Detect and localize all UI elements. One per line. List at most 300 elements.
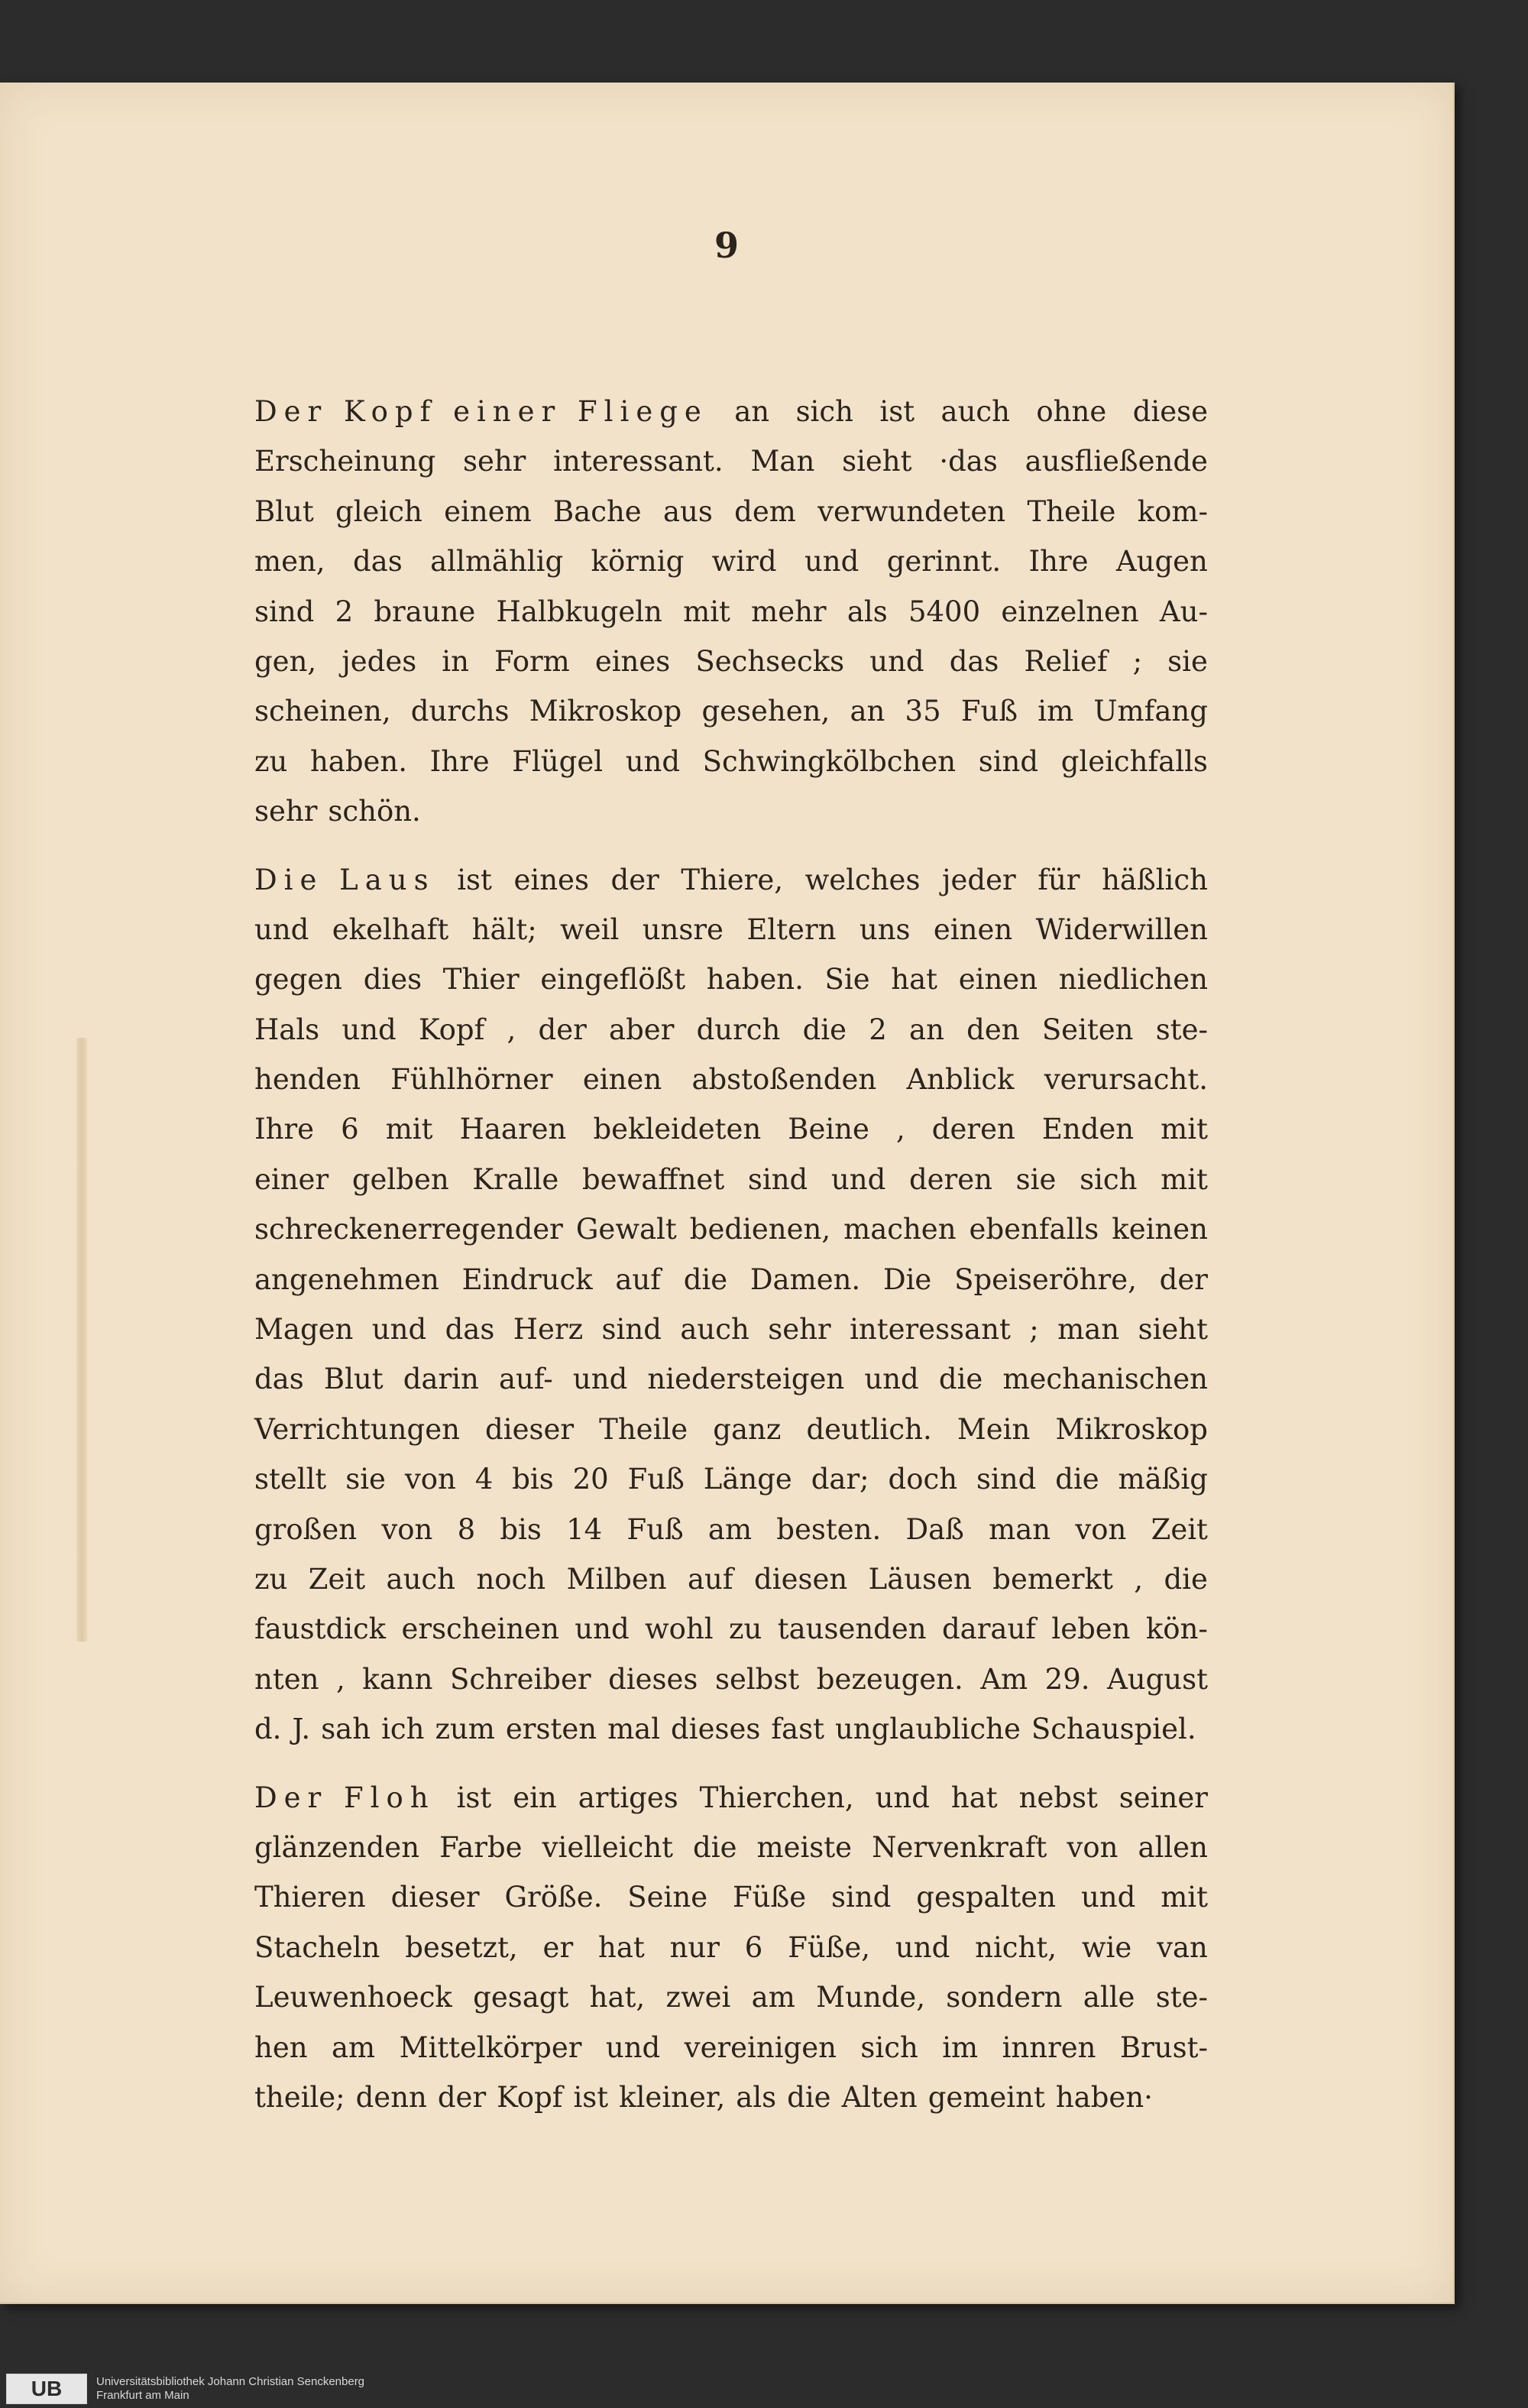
text-line <box>254 536 1208 586</box>
word: sind <box>747 1162 808 1196</box>
word: 6 <box>341 1113 359 1146</box>
word: diese <box>1132 395 1208 428</box>
word: wie <box>1081 1930 1132 1964</box>
text-line <box>254 1654 1208 1704</box>
word: mit <box>683 595 730 628</box>
word: Schwingkölbchen <box>702 744 957 778</box>
text-line <box>254 905 1208 954</box>
word: Enden <box>1041 1113 1135 1146</box>
word: Verrichtungen <box>254 1412 460 1446</box>
word: kleiner, <box>619 2080 726 2114</box>
word: denn <box>355 2080 427 2114</box>
word: ersten <box>505 1713 597 1746</box>
word: Ihre <box>429 744 490 778</box>
word: Magen <box>254 1313 354 1347</box>
word: machen <box>843 1213 957 1246</box>
word: sehr <box>768 1313 831 1347</box>
word: Anblick <box>906 1063 1015 1097</box>
word: einen <box>582 1063 662 1097</box>
word: als <box>736 2080 777 2114</box>
word: er <box>542 1930 574 1964</box>
word: hen <box>254 2030 308 2064</box>
word: Augen <box>1115 545 1208 579</box>
word: Sie <box>824 963 870 997</box>
text-line <box>254 1204 1208 1254</box>
text-line <box>254 2023 1208 2073</box>
text-line <box>254 1405 1208 1454</box>
word: deutlich. <box>806 1412 932 1446</box>
word: für <box>1038 863 1080 896</box>
word: von <box>381 1512 433 1546</box>
word: ist <box>573 2080 609 2114</box>
word: dies <box>363 963 422 997</box>
word: ich <box>381 1713 425 1746</box>
text-line <box>254 587 1208 637</box>
word: Der Kopf einer Fliege <box>254 395 708 428</box>
word: mit <box>1161 1113 1208 1146</box>
word: der <box>1159 1262 1208 1296</box>
word: nicht, <box>975 1930 1057 1964</box>
word: zum <box>435 1713 495 1746</box>
word: sind <box>601 1313 662 1347</box>
word: Bache <box>552 494 642 528</box>
word: dem <box>734 494 796 528</box>
word: sie <box>1015 1162 1057 1196</box>
word: der <box>610 863 659 896</box>
paragraph <box>254 855 1208 1755</box>
word: sind <box>978 744 1039 778</box>
word: Der Floh <box>254 1781 435 1814</box>
word: Theile <box>1027 494 1116 528</box>
word: Speiseröhre, <box>954 1262 1137 1296</box>
word: braune <box>374 595 476 628</box>
word: gesehen, <box>701 695 830 728</box>
word: Schreiber <box>449 1662 591 1696</box>
word: bekleideten <box>593 1113 762 1146</box>
word: gleich <box>335 494 422 528</box>
word: das <box>949 644 999 678</box>
word: ist <box>456 1781 492 1814</box>
word: henden <box>254 1063 361 1097</box>
word: gemeint <box>927 2080 1045 2114</box>
word: Füße <box>733 1881 807 1914</box>
word: und <box>875 1781 930 1814</box>
word: interessant. <box>553 445 724 478</box>
word: interessant <box>850 1313 1011 1347</box>
word: Mein <box>957 1412 1031 1446</box>
word: zu <box>254 1562 288 1596</box>
word: 14 <box>566 1512 603 1546</box>
text-line <box>254 1304 1208 1354</box>
word: 35 <box>905 695 941 728</box>
word: Eindruck <box>461 1262 593 1296</box>
word: im <box>1038 695 1074 728</box>
word: sie <box>345 1463 386 1496</box>
word: auch <box>680 1313 749 1347</box>
word: und <box>864 1363 919 1396</box>
word: schön. <box>328 795 421 828</box>
word: nebst <box>1018 1781 1098 1814</box>
word: und <box>575 1612 630 1646</box>
footer-text <box>96 2375 364 2403</box>
word: und <box>625 744 681 778</box>
word: Mittelkörper <box>399 2030 582 2064</box>
word: durchs <box>410 695 510 728</box>
word: Widerwillen <box>1035 912 1208 946</box>
word: Theile <box>599 1412 688 1446</box>
word: Fühlhörner <box>390 1063 553 1097</box>
text-line <box>254 637 1208 686</box>
word: häßlich <box>1102 863 1208 896</box>
body-text <box>254 387 1208 2141</box>
word: man <box>1057 1313 1120 1347</box>
word: darin <box>403 1363 479 1396</box>
word: bis <box>500 1512 542 1546</box>
word: aber <box>609 1013 675 1046</box>
word: sehr <box>462 445 526 478</box>
word: gerinnt. <box>886 545 1002 579</box>
word: mit <box>1161 1162 1208 1196</box>
text-line <box>254 387 1208 436</box>
word: hält; <box>471 912 537 946</box>
word: als <box>847 595 888 628</box>
word: einer <box>254 1162 329 1196</box>
word: sehr <box>254 795 318 828</box>
word: Schauspiel. <box>1031 1713 1196 1746</box>
word: und <box>830 1162 886 1196</box>
paragraph <box>254 387 1208 837</box>
word: ganz <box>713 1412 782 1446</box>
text-line <box>254 1255 1208 1304</box>
word: dieser <box>390 1881 480 1914</box>
word: und <box>895 1930 950 1964</box>
word: Mikroskop <box>529 695 682 728</box>
word: Ihre <box>254 1113 315 1146</box>
word: Alten <box>841 2080 918 2114</box>
word: schreckenerregender <box>254 1213 563 1246</box>
word: uns <box>859 912 911 946</box>
word: Brust- <box>1119 2030 1208 2064</box>
word: keinen <box>1112 1213 1208 1246</box>
ub-logo: UB <box>6 2374 87 2404</box>
word: Haaren <box>459 1113 567 1146</box>
word: dieses <box>671 1713 761 1746</box>
word: Nervenkraft <box>872 1830 1047 1864</box>
text-line <box>254 1823 1208 1872</box>
word: 20 <box>572 1463 609 1496</box>
word: von <box>1067 1830 1118 1864</box>
word: gespalten <box>916 1881 1057 1914</box>
word: mehr <box>751 595 827 628</box>
word: Fuß <box>960 695 1018 728</box>
word: , <box>1134 1562 1144 1596</box>
word: sich <box>795 395 853 428</box>
word: Farbe <box>439 1830 523 1864</box>
word: haben. <box>706 963 804 997</box>
word: der <box>437 2080 487 2114</box>
word: auf <box>615 1262 661 1296</box>
word: eines <box>594 644 671 678</box>
word: Fuß <box>627 1463 685 1496</box>
word: Eltern <box>746 912 837 946</box>
word: die <box>693 1830 737 1864</box>
word: Hals <box>254 1013 320 1046</box>
word: an <box>734 395 770 428</box>
word: darauf <box>941 1612 1036 1646</box>
word: allmählig <box>430 545 564 579</box>
word: welches <box>804 863 921 896</box>
text-line <box>254 1704 1208 1754</box>
word: Form <box>494 644 570 678</box>
word: 2 <box>335 595 354 628</box>
word: kann <box>362 1662 433 1696</box>
word: Stacheln <box>254 1930 380 1964</box>
text-line <box>254 1872 1208 1922</box>
word: die <box>938 1363 983 1396</box>
word: an <box>850 695 885 728</box>
word: doch <box>888 1463 958 1496</box>
word: deren <box>908 1162 992 1196</box>
word: verursacht. <box>1044 1063 1208 1097</box>
word: Ihre <box>1028 545 1089 579</box>
word: sieht <box>842 445 912 478</box>
word: Kopf <box>497 2080 563 2114</box>
word: ste- <box>1155 1981 1208 2014</box>
word: d. <box>254 1713 282 1746</box>
word: im <box>942 2030 979 2064</box>
word: gleichfalls <box>1060 744 1208 778</box>
word: jeder <box>942 863 1016 896</box>
word: bewaffnet <box>582 1162 725 1196</box>
word: Thier <box>442 963 520 997</box>
word: an <box>909 1013 944 1046</box>
word: theile; <box>254 2080 345 2114</box>
word: weil <box>560 912 620 946</box>
text-line <box>254 855 1208 905</box>
word: , <box>335 1662 345 1696</box>
word: 4 <box>474 1463 494 1496</box>
word: zwei <box>665 1981 731 2014</box>
word: man <box>989 1512 1051 1546</box>
word: scheinen, <box>254 695 391 728</box>
word: einzelnen <box>1001 595 1139 628</box>
word: ausfließende <box>1025 445 1208 478</box>
word: Füße, <box>788 1930 871 1964</box>
word: Die Laus <box>254 863 435 896</box>
word: sich <box>1080 1162 1138 1196</box>
word: Zeit <box>308 1562 366 1596</box>
word: abstoßenden <box>691 1063 877 1097</box>
word: mal <box>607 1713 661 1746</box>
word: bis <box>512 1463 554 1496</box>
word: am <box>707 1512 753 1546</box>
binding-strip <box>76 1038 87 1642</box>
word: Gewalt <box>575 1213 677 1246</box>
word: das <box>352 545 403 579</box>
word: dieses <box>608 1662 698 1696</box>
word: Umfang <box>1093 695 1208 728</box>
word: ohne <box>1036 395 1107 428</box>
word: ist <box>457 863 492 896</box>
word: August <box>1107 1662 1208 1696</box>
word: besetzt, <box>405 1930 518 1964</box>
word: von <box>1075 1512 1127 1546</box>
text-line <box>254 1155 1208 1204</box>
word: Thierchen, <box>699 1781 854 1814</box>
word: die <box>1164 1562 1208 1596</box>
word: verwundeten <box>817 494 1006 528</box>
word: stellt <box>254 1463 327 1496</box>
word: tausenden <box>777 1612 927 1646</box>
footer-line-2: Frankfurt am Main <box>96 2388 189 2402</box>
book-page <box>0 83 1455 2304</box>
word: sie <box>1167 644 1208 678</box>
word: dar; <box>811 1463 869 1496</box>
text-line <box>254 1554 1208 1604</box>
text-line <box>254 1005 1208 1055</box>
word: Erscheinung <box>254 445 436 478</box>
word: seiner <box>1118 1781 1208 1814</box>
word: einem <box>444 494 532 528</box>
word: den <box>966 1013 1020 1046</box>
word: Halbkugeln <box>496 595 662 628</box>
text-line <box>254 954 1208 1004</box>
page-number: 9 <box>714 225 739 266</box>
word: , <box>895 1113 905 1146</box>
word: Herz <box>513 1313 584 1347</box>
text-line <box>254 686 1208 736</box>
word: Leuwenhoeck <box>254 1981 452 2014</box>
word: vielleicht <box>542 1830 674 1864</box>
word: artiges <box>578 1781 678 1814</box>
word: und <box>572 1363 628 1396</box>
text-line <box>254 1055 1208 1104</box>
word: jedes <box>342 644 417 678</box>
text-line <box>254 1773 1208 1823</box>
word: die <box>802 1013 847 1046</box>
word: der <box>538 1013 587 1046</box>
word: nur <box>669 1930 720 1964</box>
word: kom- <box>1137 494 1208 528</box>
word: selbst <box>714 1662 800 1696</box>
word: ·das <box>939 445 998 478</box>
library-footer <box>0 2369 1528 2408</box>
word: gelben <box>351 1162 449 1196</box>
word: das <box>445 1313 495 1347</box>
word: Man <box>750 445 815 478</box>
word: J. <box>292 1713 311 1746</box>
word: ein <box>513 1781 557 1814</box>
word: auch <box>386 1562 455 1596</box>
word: bezeugen. <box>816 1662 963 1696</box>
word: Blut <box>323 1363 384 1396</box>
word: hat <box>950 1781 998 1814</box>
word: und <box>804 545 860 579</box>
word: körnig <box>591 545 685 579</box>
word: gesagt <box>473 1981 569 2014</box>
word: vereinigen <box>684 2030 837 2064</box>
word: angenehmen <box>254 1262 439 1296</box>
word: eines <box>513 863 589 896</box>
word: haben· <box>1055 2080 1153 2114</box>
word: hat <box>597 1930 645 1964</box>
word: Thieren <box>254 1881 366 1914</box>
word: 6 <box>744 1930 763 1964</box>
word: Kralle <box>472 1162 559 1196</box>
word: Relief <box>1024 644 1108 678</box>
word: eingeflößt <box>540 963 686 997</box>
word: meiste <box>756 1830 853 1864</box>
word: bemerkt <box>992 1562 1113 1596</box>
word: Blut <box>254 494 314 528</box>
word: unsre <box>642 912 724 946</box>
word: Beine <box>788 1113 869 1146</box>
word: Seine <box>627 1881 708 1914</box>
word: auf <box>688 1562 733 1596</box>
word: wohl <box>645 1612 714 1646</box>
word: Am <box>980 1662 1028 1696</box>
word: Daß <box>905 1512 964 1546</box>
word: Läusen <box>868 1562 972 1596</box>
word: in <box>442 644 469 678</box>
word: sondern <box>946 1981 1063 2014</box>
word: Mikroskop <box>1055 1412 1208 1446</box>
word: einen <box>958 963 1038 997</box>
word: sind <box>831 1881 892 1914</box>
word: deren <box>931 1113 1015 1146</box>
text-line <box>254 1923 1208 1972</box>
word: 8 <box>457 1512 476 1546</box>
word: Länge <box>703 1463 792 1496</box>
word: durch <box>696 1013 781 1046</box>
word: haben. <box>309 744 408 778</box>
footer-line-1: Universitätsbibliothek Johann Christian Senckenberg <box>96 2374 365 2388</box>
word: ; <box>1029 1313 1039 1347</box>
word: Au- <box>1159 595 1208 628</box>
word: noch <box>476 1562 546 1596</box>
word: und <box>869 644 924 678</box>
word: Thiere, <box>681 863 784 896</box>
word: hat <box>891 963 938 997</box>
word: und <box>605 2030 661 2064</box>
text-line <box>254 1505 1208 1554</box>
word: innren <box>1002 2030 1096 2064</box>
word: und <box>371 1313 427 1347</box>
word: Damen. <box>749 1262 861 1296</box>
word: zu <box>729 1612 762 1646</box>
word: faustdick <box>254 1612 387 1646</box>
word: dieser <box>485 1412 575 1446</box>
word: diesen <box>754 1562 848 1596</box>
word: die <box>787 2080 831 2114</box>
text-line <box>254 737 1208 786</box>
word: einen <box>933 912 1013 946</box>
text-line <box>254 2073 1208 2122</box>
word: auch <box>940 395 1010 428</box>
word: unglaubliche <box>834 1713 1021 1746</box>
word: van <box>1157 1930 1208 1964</box>
word: Munde, <box>816 1981 925 2014</box>
word: zu <box>254 744 288 778</box>
word: ekelhaft <box>332 912 449 946</box>
word: Die <box>882 1262 932 1296</box>
word: nten <box>254 1662 319 1696</box>
word: gegen <box>254 963 342 997</box>
word: fast <box>771 1713 824 1746</box>
word: mit <box>385 1113 433 1146</box>
word: 29. <box>1044 1662 1090 1696</box>
word: Flügel <box>512 744 604 778</box>
